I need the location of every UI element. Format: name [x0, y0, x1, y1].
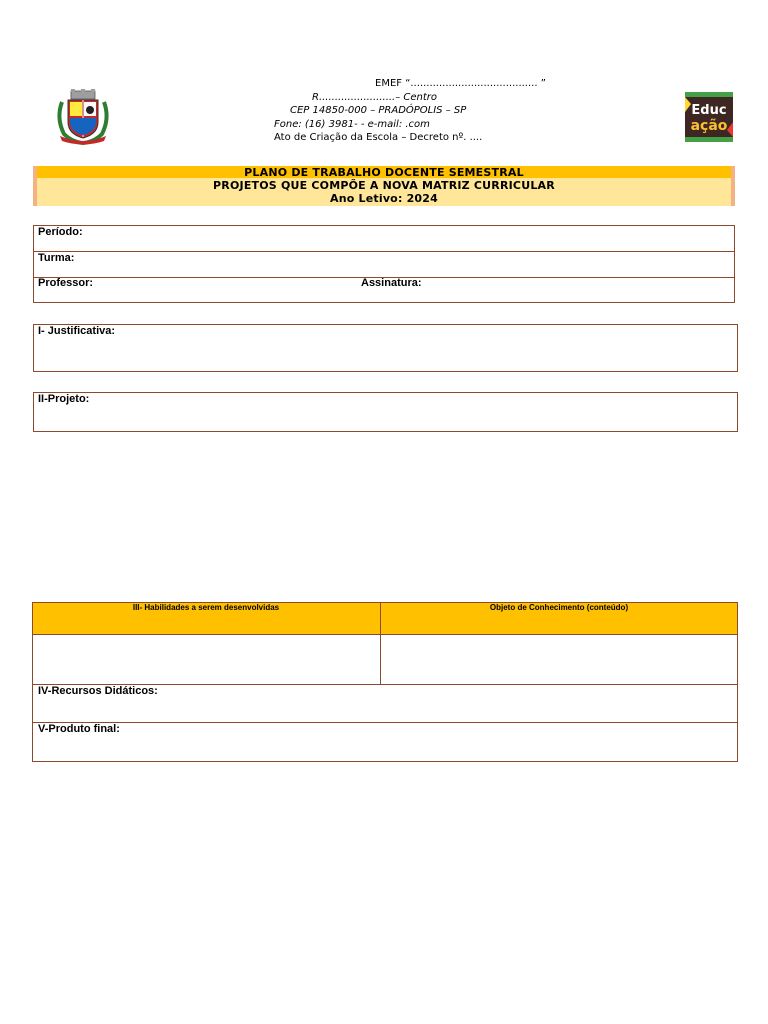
- objeto-header: Objeto de Conhecimento (conteúdo): [489, 603, 629, 612]
- info-box: [33, 225, 735, 303]
- document-title: PLANO DE TRABALHO DOCENTE SEMESTRAL: [244, 166, 524, 179]
- document-title-band: [33, 166, 735, 206]
- divider: [32, 722, 738, 723]
- school-name-line: EMEF “........................................ ”: [375, 78, 546, 89]
- projeto-label: II-Projeto:: [38, 393, 90, 405]
- school-contact-line: Fone: (16) 3981- - e-mail: .com: [274, 119, 430, 130]
- school-year: Ano Letivo: 2024: [329, 192, 438, 205]
- school-cep-line: CEP 14850-000 – PRADÓPOLIS – SP: [290, 105, 467, 116]
- projeto-box[interactable]: [33, 392, 738, 432]
- justificativa-box[interactable]: [33, 324, 738, 372]
- school-address-line: R........................– Centro: [312, 92, 438, 103]
- turma-field[interactable]: Turma:: [38, 252, 75, 264]
- professor-field[interactable]: Professor:: [38, 277, 94, 289]
- habilidades-cell[interactable]: [33, 635, 379, 684]
- divider: [33, 251, 735, 252]
- justificativa-label: I- Justificativa:: [38, 325, 116, 337]
- educacao-logo: [685, 92, 733, 142]
- objeto-cell[interactable]: [381, 635, 737, 684]
- school-decree-line: Ato de Criação da Escola – Decreto nº. ....: [274, 132, 483, 143]
- document-subtitle: PROJETOS QUE COMPÕE A NOVA MATRIZ CURRICULAR: [213, 179, 555, 192]
- produto-label: V-Produto final:: [38, 723, 120, 735]
- svg-text:ação: ação: [690, 118, 728, 134]
- habilidades-header: III- Habilidades a serem desenvolvidas: [132, 603, 280, 612]
- assinatura-field[interactable]: Assinatura:: [361, 277, 422, 289]
- periodo-field[interactable]: Período:: [38, 226, 83, 238]
- recursos-label: IV-Recursos Didáticos:: [38, 685, 158, 697]
- municipal-crest-logo: [54, 88, 112, 146]
- svg-text:Educ: Educ: [691, 103, 727, 118]
